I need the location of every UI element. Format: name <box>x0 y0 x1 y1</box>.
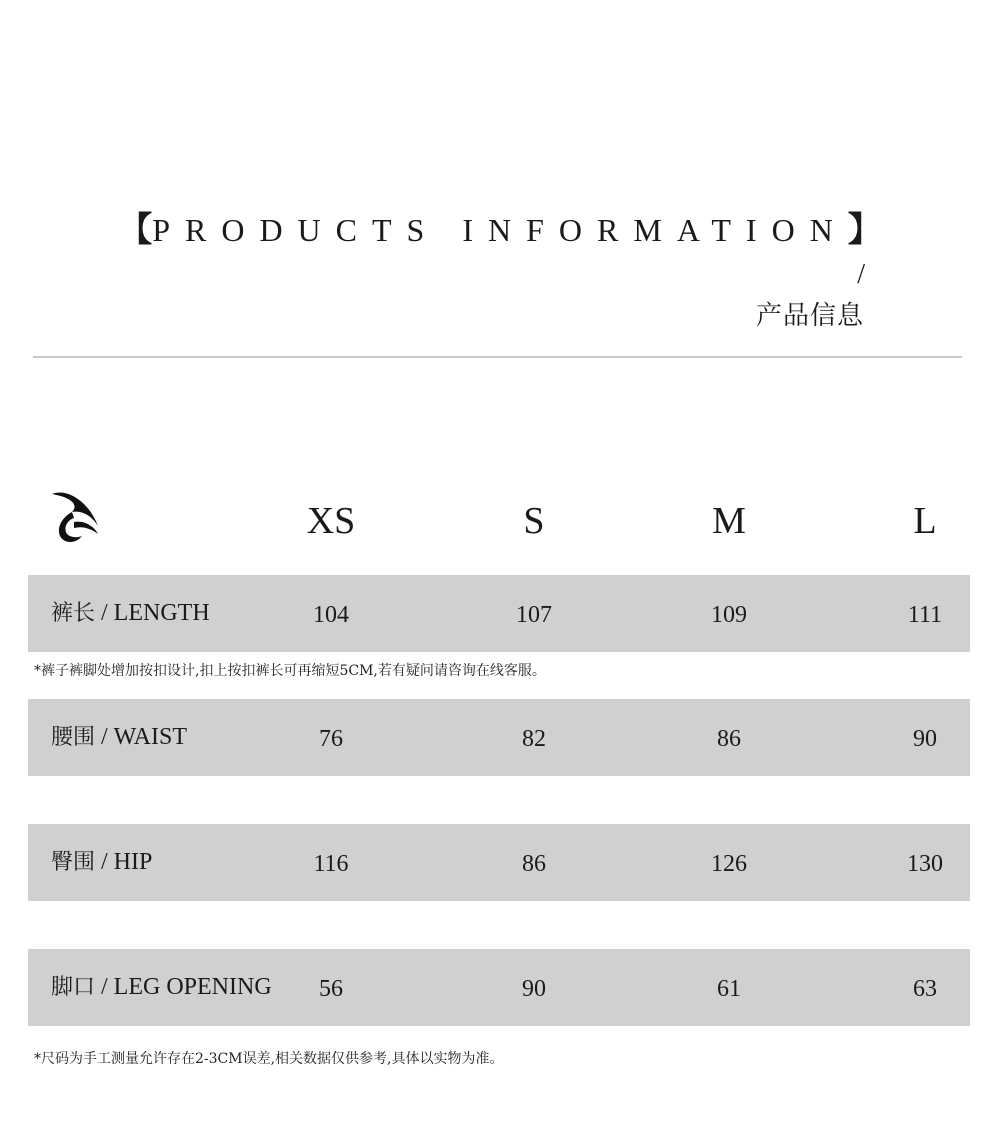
table-row-leg-opening <box>28 949 970 1026</box>
row-label <box>51 699 187 776</box>
title-slash: / <box>857 259 865 290</box>
cell-m: 109 <box>711 602 747 628</box>
cell-m: 126 <box>711 851 747 877</box>
row-label <box>51 949 272 1026</box>
row-label-en: / WAIST <box>95 724 188 750</box>
size-header-l: L <box>913 500 937 542</box>
cell-m: 61 <box>717 976 741 1002</box>
cell-xs: 116 <box>313 851 349 877</box>
row-label-cn: 臀围 <box>51 850 96 875</box>
size-header-xs: XS <box>306 500 356 542</box>
table-row-length <box>28 575 970 652</box>
row-label <box>51 824 152 901</box>
cell-l: 111 <box>907 602 943 628</box>
swallow-logo-icon <box>48 486 106 552</box>
cell-l: 90 <box>913 726 937 752</box>
cell-xs: 104 <box>313 602 349 628</box>
row-label-cn: 裤长 <box>51 601 96 626</box>
row-label-en: / LEG OPENING <box>95 974 272 1000</box>
cell-s: 107 <box>516 602 552 628</box>
cell-s: 82 <box>522 726 546 752</box>
cell-xs: 56 <box>319 976 343 1002</box>
page-subtitle: 产品信息 <box>755 301 864 331</box>
table-row-hip <box>28 824 970 901</box>
row-label <box>51 575 210 652</box>
cell-s: 90 <box>522 976 546 1002</box>
cell-s: 86 <box>522 851 546 877</box>
cell-xs: 76 <box>319 726 343 752</box>
cell-l: 63 <box>913 976 937 1002</box>
size-header-s: S <box>523 500 545 542</box>
table-row-waist <box>28 699 970 776</box>
cell-m: 86 <box>717 726 741 752</box>
row-label-cn: 脚口 <box>51 975 96 1000</box>
title-bracket-close: 】 <box>847 210 882 250</box>
size-header-m: M <box>712 500 746 542</box>
row-label-en: / LENGTH <box>95 600 210 626</box>
measurement-note: *尺码为手工测量允许存在2-3CM误差,相关数据仅供参考,具体以实物为准。 <box>34 1051 504 1067</box>
length-note: *裤子裤脚处增加按扣设计,扣上按扣裤长可再缩短5CM,若有疑问请咨询在线客服。 <box>34 663 546 679</box>
cell-l: 130 <box>907 851 943 877</box>
page-title <box>0 208 1000 252</box>
title-bracket-open: 【 <box>118 210 153 250</box>
row-label-en: / HIP <box>95 849 153 875</box>
title-text: PRODUCTS INFORMATION <box>152 212 848 248</box>
header-divider <box>33 356 962 358</box>
row-label-cn: 腰围 <box>51 725 96 750</box>
